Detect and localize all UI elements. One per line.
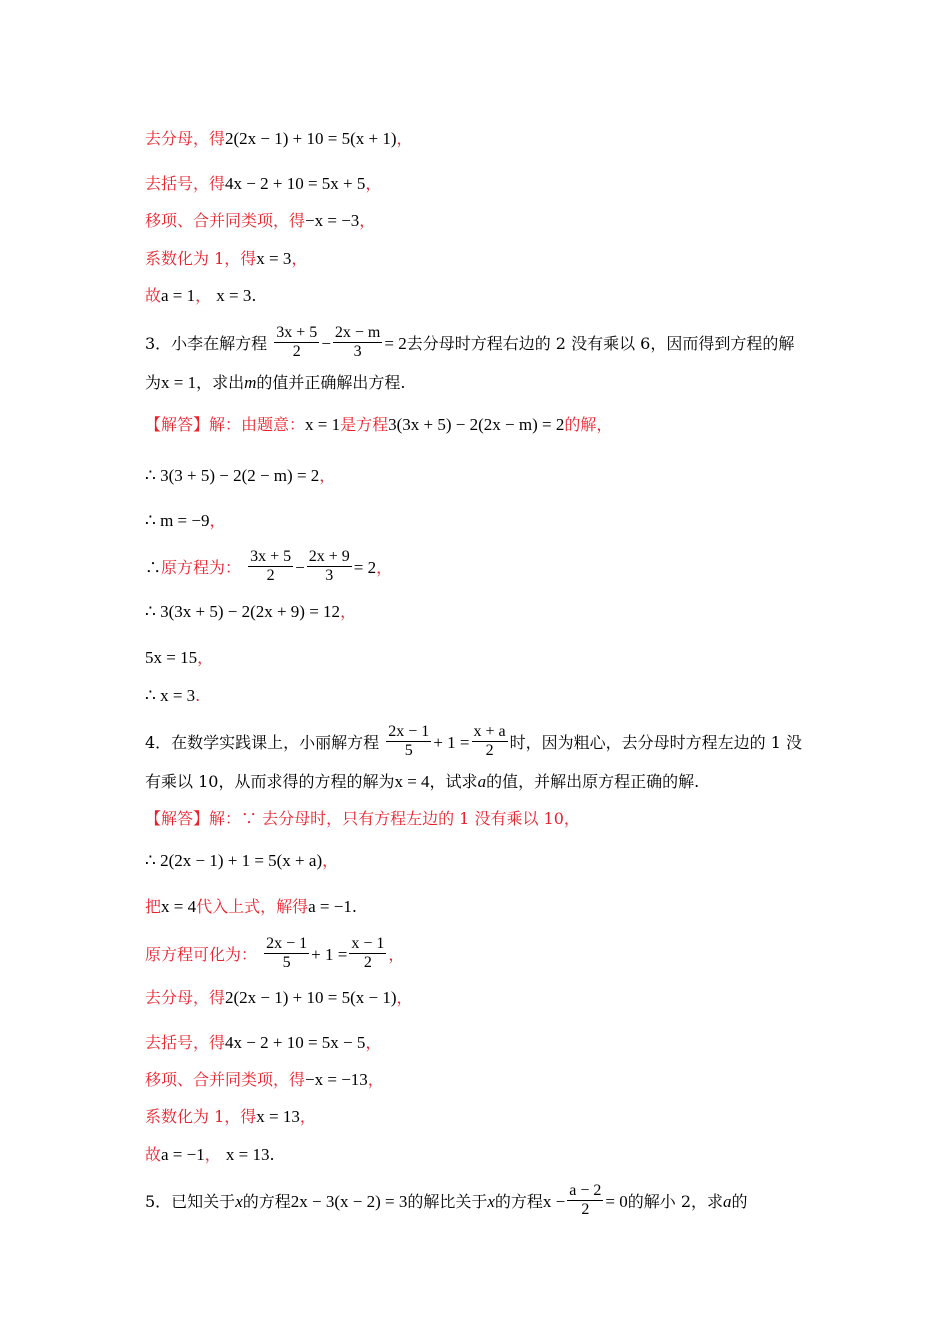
answer-step-line: 移项、合并同类项，得−x = −3， bbox=[145, 211, 376, 230]
answer-4-line-8: 系数化为 1，得x = 13， bbox=[145, 1107, 316, 1126]
question-5-line-1: 5．已知关于x的方程2x − 3(x − 2) = 3的解比关于x的方程x − $\frac{a - 2}{2}$ = 0的解小 2，求a的 bbox=[145, 1182, 748, 1218]
answer-4-line-6: 去括号，得4x − 2 + 10 = 5x − 5， bbox=[145, 1033, 382, 1052]
answer-4-line-7: 移项、合并同类项，得−x = −13， bbox=[145, 1070, 384, 1089]
answer-step-line: 去括号，得4x − 2 + 10 = 5x + 5， bbox=[145, 174, 382, 193]
answer-3-line-6: 5x = 15， bbox=[145, 648, 214, 667]
answer-3-line-5: ∴ 3(3x + 5) − 2(2x + 9) = 12， bbox=[145, 602, 357, 621]
fraction: $\frac{2x - m}{3}$ bbox=[334, 324, 381, 360]
answer-3-line-2: ∴ 3(3 + 5) − 2(2 − m) = 2， bbox=[145, 466, 336, 485]
answer-3-line-3: ∴ m = −9， bbox=[145, 511, 226, 530]
answer-3-line-7: ∴ x = 3. bbox=[145, 686, 201, 705]
answer-3-line-4: ∴原方程为： $\frac{3x + 5}{2}$ − $\frac{2x + 9}{3}$ = 2， bbox=[145, 548, 393, 584]
answer-4-line-9: 故a = −1， x = 13. bbox=[145, 1145, 275, 1164]
fraction: $\frac{x + a}{2}$ bbox=[473, 723, 506, 759]
answer-step-line: 故a = 1， x = 3. bbox=[145, 286, 257, 305]
answer-4-line-2: ∴ 2(2x − 1) + 1 = 5(x + a)， bbox=[145, 851, 339, 870]
fraction: $\frac{3x + 5}{2}$ bbox=[250, 548, 292, 584]
answer-4-line-1: 【解答】解：∵ 去分母时，只有方程左边的 1 没有乘以 10， bbox=[145, 809, 580, 828]
fraction: $\frac{3x + 5}{2}$ bbox=[276, 324, 318, 360]
question-3-line-1: 3．小李在解方程 $\frac{3x + 5}{2}$ − $\frac{2x - m}{3}$ = 2去分母时方程右边的 2 没有乘以 6，因而得到方程的解 bbox=[145, 324, 795, 360]
fraction: $\frac{a - 2}{2}$ bbox=[569, 1182, 602, 1218]
question-3-line-2: 为x = 1，求出m的值并正确解出方程. bbox=[145, 373, 406, 392]
answer-step-line: 去分母，得2(2x − 1) + 10 = 5(x + 1)， bbox=[145, 129, 413, 148]
question-4-line-2: 有乘以 10，从而求得的方程的解为x = 4，试求a的值，并解出原方程正确的解. bbox=[145, 772, 700, 791]
answer-4-line-5: 去分母，得2(2x − 1) + 10 = 5(x − 1)， bbox=[145, 988, 413, 1007]
question-4-line-1: 4．在数学实践课上，小丽解方程 $\frac{2x - 1}{5}$ + 1 = $\frac{x + a}{2}$ 时，因为粗心，去分母时方程左边的 1 没 bbox=[145, 723, 802, 759]
answer-4-line-3: 把x = 4代入上式，解得a = −1. bbox=[145, 897, 357, 916]
fraction: $\frac{x - 1}{2}$ bbox=[351, 935, 385, 971]
answer-4-line-4: 原方程可化为： $\frac{2x - 1}{5}$ + 1 = $\frac{x - 1}{2}$ ， bbox=[145, 935, 405, 971]
fraction: $\frac{2x - 1}{5}$ bbox=[388, 723, 430, 759]
answer-3-line-1: 【解答】解：由题意：x = 1是方程3(3x + 5) − 2(2x − m) = 2的解， bbox=[145, 415, 613, 434]
fraction: $\frac{2x + 9}{3}$ bbox=[308, 548, 350, 584]
answer-step-line: 系数化为 1，得x = 3， bbox=[145, 249, 308, 268]
fraction: $\frac{2x - 1}{5}$ bbox=[266, 935, 308, 971]
